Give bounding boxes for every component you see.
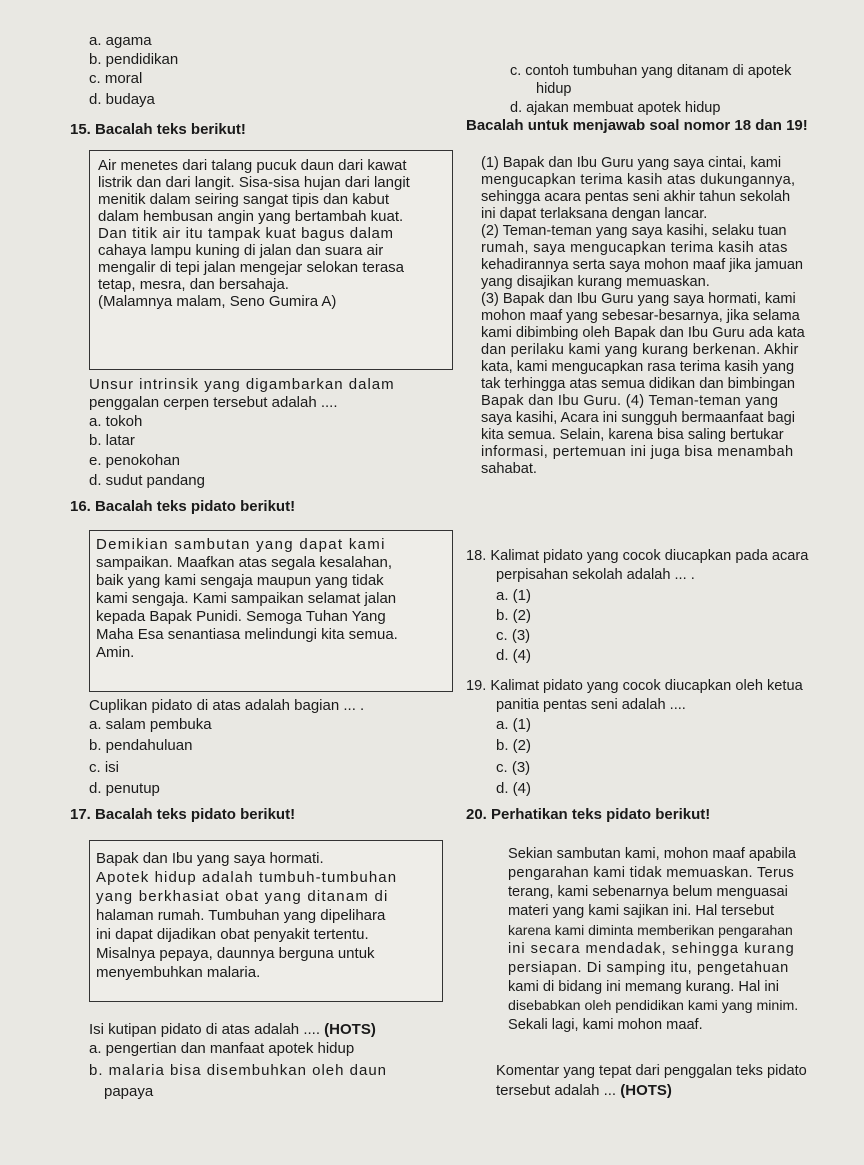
q20-line: pengarahan kami tidak memuaskan. Terus: [508, 865, 795, 881]
q15-line: mengalir di tepi jalan mengejar selokan terasa: [98, 259, 405, 276]
q16-line: Maha Esa senantiasa melindungi kita semua.: [96, 626, 398, 643]
instr18-line: (2) Teman-teman yang saya kasihi, selaku tuan: [481, 223, 787, 239]
q15-option-d: d. sudut pandang: [89, 472, 205, 489]
q15-question: Unsur intrinsik yang digambarkan dalam: [89, 376, 395, 393]
q17-passage-box: [89, 840, 443, 1002]
q18-option-c: c. (3): [496, 627, 531, 644]
q19-option-b: b. (2): [496, 737, 532, 754]
prev-option-c-cont: hidup: [536, 81, 572, 97]
instr18-line: saya kasihi, Acara ini sungguh bermaanfaat bagi: [481, 410, 795, 426]
q20-line: terang, kami sebenarnya belum menguasai: [508, 884, 788, 900]
q20-line: persiapan. Di samping itu, pengetahuan: [508, 960, 789, 976]
q15-line: tetap, mesra, dan bersahaja.: [98, 276, 289, 293]
prev-option-d: d. ajakan membuat apotek hidup: [510, 100, 721, 116]
q15-line: menitik dalam seiring sangat tipis dan kabut: [98, 191, 389, 208]
q16-line: kepada Bapak Punidi. Semoga Tuhan Yang: [96, 608, 386, 625]
q16-option-a: a. salam pembuka: [89, 716, 212, 733]
q17-option-b: b. malaria bisa disembuhkan oleh daun: [89, 1062, 387, 1079]
q16-option-c: c. isi: [89, 759, 119, 776]
q15-title: 15. Bacalah teks berikut!: [70, 121, 246, 138]
q17-question: Isi kutipan pidato di atas adalah .... (HOTS): [89, 1021, 376, 1038]
instr18-line: yang disajikan kurang memuaskan.: [481, 274, 710, 290]
q16-title: 16. Bacalah teks pidato berikut!: [70, 498, 296, 515]
q15-line: cahaya lampu kuning di jalan dan suara air: [98, 242, 384, 259]
q20-line: Sekian sambutan kami, mohon maaf apabila: [508, 846, 796, 862]
q14-option-d: d. budaya: [89, 91, 155, 108]
q16-passage-box: [89, 530, 453, 692]
q20-line: karena kami diminta memberikan pengarahan: [508, 922, 793, 938]
q15-source: (Malamnya malam, Seno Gumira A): [98, 293, 337, 310]
q15-passage-box: [89, 150, 453, 370]
instr18-line: mohon maaf yang sebesar-besarnya, jika selama: [481, 308, 800, 324]
instr18-line: kata, kami mengucapkan rasa terima kasih yang: [481, 359, 795, 375]
instr18-line: tak terhingga atas semua didikan dan bimbingan: [481, 376, 795, 392]
q20-line: Sekali lagi, kami mohon maaf.: [508, 1017, 703, 1033]
q16-question: Cuplikan pidato di atas adalah bagian ... .: [89, 697, 365, 714]
q14-option-c: c. moral: [89, 70, 143, 87]
q19-question-cont: panitia pentas seni adalah ....: [496, 697, 686, 713]
q20-line: materi yang kami sajikan ini. Hal tersebut: [508, 903, 775, 919]
q17-line: Misalnya pepaya, daunnya berguna untuk: [96, 945, 375, 962]
q17-line: halaman rumah. Tumbuhan yang dipelihara: [96, 907, 386, 924]
q15-option-c: e. penokohan: [89, 452, 180, 469]
instr18-line: informasi, pertemuan ini juga bisa menambah: [481, 444, 794, 460]
q20-line: disebabkan oleh pendidikan kami yang minim.: [508, 998, 799, 1014]
q16-option-d: d. penutup: [89, 780, 160, 797]
q14-option-a: a. agama: [89, 32, 152, 49]
q17-line: ini dapat dijadikan obat penyakit tertentu.: [96, 926, 369, 943]
q15-question: penggalan cerpen tersebut adalah ....: [89, 394, 338, 411]
q16-line: sampaikan. Maafkan atas segala kesalahan,: [96, 554, 393, 571]
q20-line: ini secara mendadak, sehingga kurang: [508, 941, 795, 957]
q19-option-d: d. (4): [496, 780, 532, 797]
q16-option-b: b. pendahuluan: [89, 737, 193, 754]
q20-title: 20. Perhatikan teks pidato berikut!: [466, 806, 711, 823]
prev-option-c: c. contoh tumbuhan yang ditanam di apotek: [510, 63, 792, 79]
q17-option-a: a. pengertian dan manfaat apotek hidup: [89, 1040, 355, 1057]
q18-option-b: b. (2): [496, 607, 532, 624]
q18-option-d: d. (4): [496, 647, 532, 664]
q17-line: menyembuhkan malaria.: [96, 964, 261, 981]
q15-line: Dan titik air itu tampak kuat bagus dalam: [98, 225, 394, 242]
instr18-line: dan perilaku kami yang kurang berkenan. Akhir: [481, 342, 799, 358]
q15-line: listrik dan dari langit. Sisa-sisa hujan dari langit: [98, 174, 410, 191]
q16-line: Demikian sambutan yang dapat kami: [96, 536, 386, 553]
q18-option-a: a. (1): [496, 587, 532, 604]
instr18-line: (1) Bapak dan Ibu Guru yang saya cintai, kami: [481, 155, 782, 171]
instr18-title: Bacalah untuk menjawab soal nomor 18 dan 19!: [466, 117, 808, 134]
q20-question-cont: tersebut adalah ... (HOTS): [496, 1082, 672, 1099]
q15-line: dalam hembusan angin yang bertambah kuat.: [98, 208, 404, 225]
instr18-line: Bapak dan Ibu Guru. (4) Teman-teman yang: [481, 393, 779, 409]
q15-option-b: b. latar: [89, 432, 135, 449]
q20-line: kami di bidang ini memang kurang. Hal ini: [508, 979, 779, 995]
q16-line: kami sengaja. Kami sampaikan selamat jalan: [96, 590, 397, 607]
instr18-line: ini dapat terlaksana dengan lancar.: [481, 206, 708, 222]
q16-line: baik yang kami sengaja maupun yang tidak: [96, 572, 384, 589]
q17-line: yang berkhasiat obat yang ditanam di: [96, 888, 389, 905]
instr18-line: rumah, saya mengucapkan terima kasih atas: [481, 240, 788, 256]
instr18-line: (3) Bapak dan Ibu Guru yang saya hormati, kami: [481, 291, 796, 307]
instr18-line: kita semua. Selain, karena bisa saling bertukar: [481, 427, 784, 443]
q19-option-a: a. (1): [496, 716, 532, 733]
q14-option-b: b. pendidikan: [89, 51, 179, 68]
instr18-line: sehingga acara pentas seni akhir tahun sekolah: [481, 189, 791, 205]
q19-question: 19. Kalimat pidato yang cocok diucapkan oleh ketua: [466, 678, 803, 694]
q20-question: Komentar yang tepat dari penggalan teks pidato: [496, 1063, 807, 1079]
instr18-line: mengucapkan terima kasih atas dukungannya,: [481, 172, 796, 188]
q18-question-cont: perpisahan sekolah adalah ... .: [496, 567, 695, 583]
q16-line: Amin.: [96, 644, 135, 661]
instr18-line: kami dibimbing oleh Bapak dan Ibu Guru ada kata: [481, 325, 805, 341]
q17-line: Apotek hidup adalah tumbuh-tumbuhan: [96, 869, 398, 886]
q17-option-b-cont: papaya: [104, 1083, 154, 1100]
q15-option-a: a. tokoh: [89, 413, 143, 430]
q17-title: 17. Bacalah teks pidato berikut!: [70, 806, 296, 823]
q17-line: Bapak dan Ibu yang saya hormati.: [96, 850, 324, 867]
q18-question: 18. Kalimat pidato yang cocok diucapkan pada acara: [466, 548, 809, 564]
instr18-line: kehadirannya serta saya mohon maaf jika jamuan: [481, 257, 804, 273]
q15-line: Air menetes dari talang pucuk daun dari kawat: [98, 157, 407, 174]
q19-option-c: c. (3): [496, 759, 531, 776]
instr18-line: sahabat.: [481, 461, 537, 477]
